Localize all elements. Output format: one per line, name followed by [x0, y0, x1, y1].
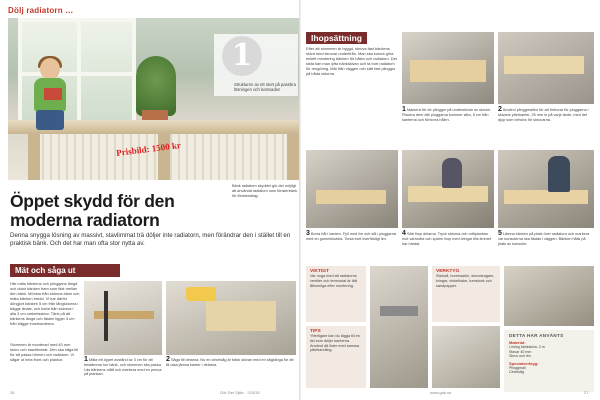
lead-text: Denna snygga lösning av massivt, stavlimmat trä döljer inte radiatorn, men förändrar den i stället till en praktisk bänk. Och det har man ofta stor nytta av.	[10, 232, 291, 247]
section-label: Dölj radiatorn …	[8, 6, 74, 15]
install-step-2: 2 Använd plinggmallen för att förborra för pluggarna i skivans ytterkanter, 25 mm in på varje ände, med det djup som behövs för skruvarna.	[498, 106, 589, 122]
detail-photo	[432, 326, 500, 388]
photo-caption: Bänk radiatorn skyddet gör det möjligt att använda radiatorn som fönsterbänk för fönsteruttag.	[232, 184, 298, 198]
fact-number: 1	[222, 36, 262, 76]
page-number: 27	[584, 390, 589, 395]
install-step-3: 3 Borra hål i kanten. Fyll med lim och slå i pluggarna med en gummiklubba. Torka bort överflödigt lim.	[306, 230, 397, 241]
materials-box: DETTA HAR ANVÄNTS Material: Limfog bänkskiva, 3 m Stavar 40 mm Skruv och lim Specialverktyg: Plinggmall Cirkelsåg	[504, 330, 594, 392]
install-step-1: 1 Markera för de plinggor på underskivan av skivan. Placera dem där pluggarna kommer sitta, 5 cm från kanterna och förborra hålen.	[402, 106, 491, 122]
measure-heading: Mät och såga ut	[10, 264, 120, 277]
radiator-bench-photo	[8, 18, 299, 180]
tip-box-tips: TIPS Ytterligare kan du lägga till en list som döljer kanterna. Använd då lister med samma ytbehandling.	[306, 326, 366, 388]
price-label: Prisbild: 1500 kr	[115, 140, 182, 158]
tip-box-tools: VERKTYG Stickså, borrmaskin, skruvdragare, tvingar, vinkelhake, tumstock och sandpapper.	[432, 266, 500, 322]
step-caption: 2 Såga till delarna. Nu en cirkelsåg är bänk skivan med en sågklinga för att få raka jämna kanter i delarna.	[166, 356, 294, 367]
magazine-footer: Gör Det Själv · 2/2015	[220, 390, 260, 395]
install-heading: Ihopsättning	[306, 32, 367, 44]
bench-leg	[287, 134, 299, 180]
magazine-url: www.gds.se	[430, 390, 452, 395]
step-photo-5	[498, 150, 594, 228]
step-photo-1	[402, 32, 494, 104]
measure-text: Här mäts bänkens och plinggans längd och dolar bänken fram som fäst mellan den bänk. Mönsta från sidorna bänk och mäta bänken bredd. Vi har därför döngjort bänken 5 cm från långsidorna i bägge ändar, och korta från sidorna i alla 3 cm omkretssidor. Tänk på att bänkens längd och fästen ligger 3 cm från bägge innerkanterna.	[10, 281, 80, 326]
step-caption: 1 Mäta ett öppet avstånd av 3 cm för att bestämma hur bänk- och stommen ska passa. Läs bänkens mått och markera med en penna på plankan.	[84, 356, 162, 377]
install-step-4: 4 Sätt ihop delarna. Tryck sidorna och mittplankan mot varandra och spänn ihop med tvingar tills limmet har härdat.	[402, 230, 491, 246]
plant-illustration	[136, 56, 176, 116]
fact-text: Strukturen av ett stort på passbra lösningen och kostnaden	[234, 82, 296, 93]
finished-photo	[504, 266, 594, 326]
page-title: Öppet skydd för den moderna radiatorn	[10, 191, 175, 230]
step-photo-saw	[166, 281, 296, 355]
child-figure	[30, 58, 68, 130]
bench-leg	[28, 134, 40, 180]
measure-text-2: Stommen är monterad med 40 mm skruv och stavtlimmat. Den ska såga till för att passa hörnen och radiatorn. Vi sågar ut hela front och plankor.	[10, 342, 79, 362]
page-gutter	[299, 0, 301, 400]
step-photo-2	[498, 32, 594, 104]
page-number: 26	[10, 390, 15, 395]
step-photo-measure	[84, 281, 162, 355]
bracket-photo	[370, 266, 428, 388]
step-photo-4	[402, 150, 494, 228]
install-text: Efter att stommen är byggd, skruva fast bänkens skiva med skruvar underifrån. Man ska kunna göra enkelt montering bänken för hålen och radiatorn. Det sista kan man lyfta bänkskivan och ta bort radiatorn för rengöring. Mät från väggen och sätt fast plinggor på båda sidorna.	[306, 46, 397, 76]
tip-box-important: VIKTIGT Var noga med att radiatorns ventiler och termostat är lätt åtkomliga efter montering.	[306, 266, 366, 322]
step-photo-3	[306, 150, 398, 228]
install-step-5: 5 Lämna bänken på plats över radiatorn och markera var konsolerna ska fästas i väggen. Bänken hålls på plats av konsoler.	[498, 230, 590, 246]
